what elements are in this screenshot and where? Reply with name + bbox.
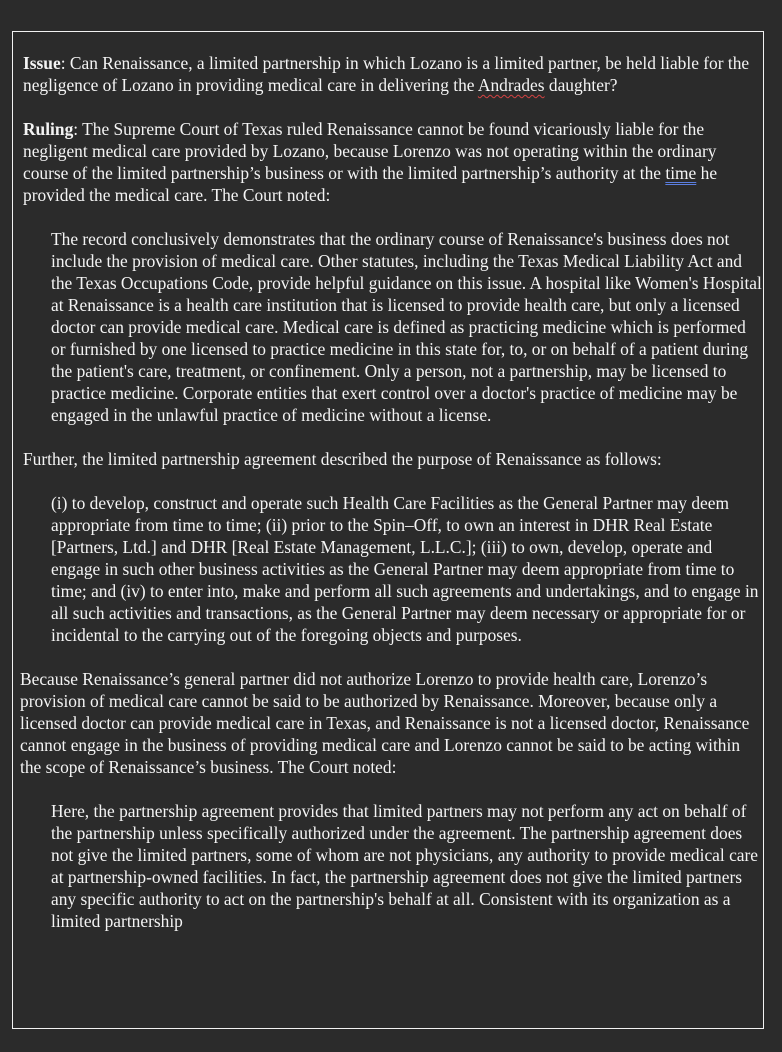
document-body <box>20 52 763 932</box>
because-paragraph: Because Renaissance’s general partner did not authorize Lorenzo to provide health care, Lorenzo’s provision of medical care cannot be said to be authorized by Renaissance. Moreover, because only a licensed doctor can provide medical care in Texas, and Renaissance is not a licensed doctor, Renaissance cannot engage in the business of providing medical care and Lorenzo cannot be said to be acting within the scope of Renaissance’s business. The Court noted: <box>20 669 750 777</box>
purpose-quote: (i) to develop, construct and operate such Health Care Facilities as the General Partner may deem appropriate from time to time; (ii) prior to the Spin–Off, to own an interest in DHR Real Estate [Partners, Ltd.] and DHR [Real Estate Management, L.L.C.]; (iii) to own, develop, operate and engage in such other business activities as the General Partner may deem appropriate from time to time; and (iv) to enter into, make and perform all such agreements and undertakings, and to engage in all such activities and transactions, as the General Partner may deem necessary or appropriate for or incidental to the carrying out of the foregoing objects and purposes. <box>51 493 759 645</box>
issue-text-after: daughter? <box>544 75 618 95</box>
grammar-flagged-word[interactable]: time <box>665 163 697 183</box>
issue-paragraph <box>23 52 763 96</box>
ruling-text-before: : The Supreme Court of Texas ruled Renaissance cannot be found vicariously liable for the negligent medical care provided by Lozano, because Lorenzo was not operating within the ordinary course of the limited partnership’s business or with the limited partnership’s authority at the <box>23 119 717 183</box>
spelling-flagged-word[interactable]: Andrades <box>477 75 545 95</box>
ruling-text-after: he provided the medical care. The Court noted: <box>23 163 718 205</box>
issue-label: Issue <box>23 53 61 73</box>
issue-text-before: : Can Renaissance, a limited partnership in which Lozano is a limited partner, be held liable for the negligence of Lozano in providing medical care in delivering the <box>23 53 750 95</box>
ruling-paragraph <box>23 118 763 206</box>
further-paragraph: Further, the limited partnership agreement described the purpose of Renaissance as follows: <box>23 449 662 469</box>
ruling-label: Ruling <box>23 119 74 139</box>
document-page <box>12 31 764 1029</box>
court-quote-2: Here, the partnership agreement provides that limited partners may not perform any act on behalf of the partnership unless specifically authorized under the agreement. The partnership agreement does not give the limited partners, some of whom are not physicians, any authority to provide medical care at partnership-owned facilities. In fact, the partnership agreement does not give the limited partners any specific authority to act on the partnership's behalf at all. Consistent with its organization as a limited partnership <box>51 801 759 931</box>
court-quote-1: The record conclusively demonstrates that the ordinary course of Renaissance's business does not include the provision of medical care. Other statutes, including the Texas Medical Liability Act and the Texas Occupations Code, provide helpful guidance on this issue. A hospital like Women's Hospital at Renaissance is a health care institution that is licensed to provide health care, but only a licensed doctor can provide medical care. Medical care is defined as practicing medicine which is performed or furnished by one licensed to practice medicine in this state for, to, or on behalf of a patient during the patient's care, treatment, or confinement. Only a person, not a partnership, may be licensed to practice medicine. Corporate entities that exert control over a doctor's practice of medicine may be engaged in the unlawful practice of medicine without a license. <box>51 229 762 425</box>
